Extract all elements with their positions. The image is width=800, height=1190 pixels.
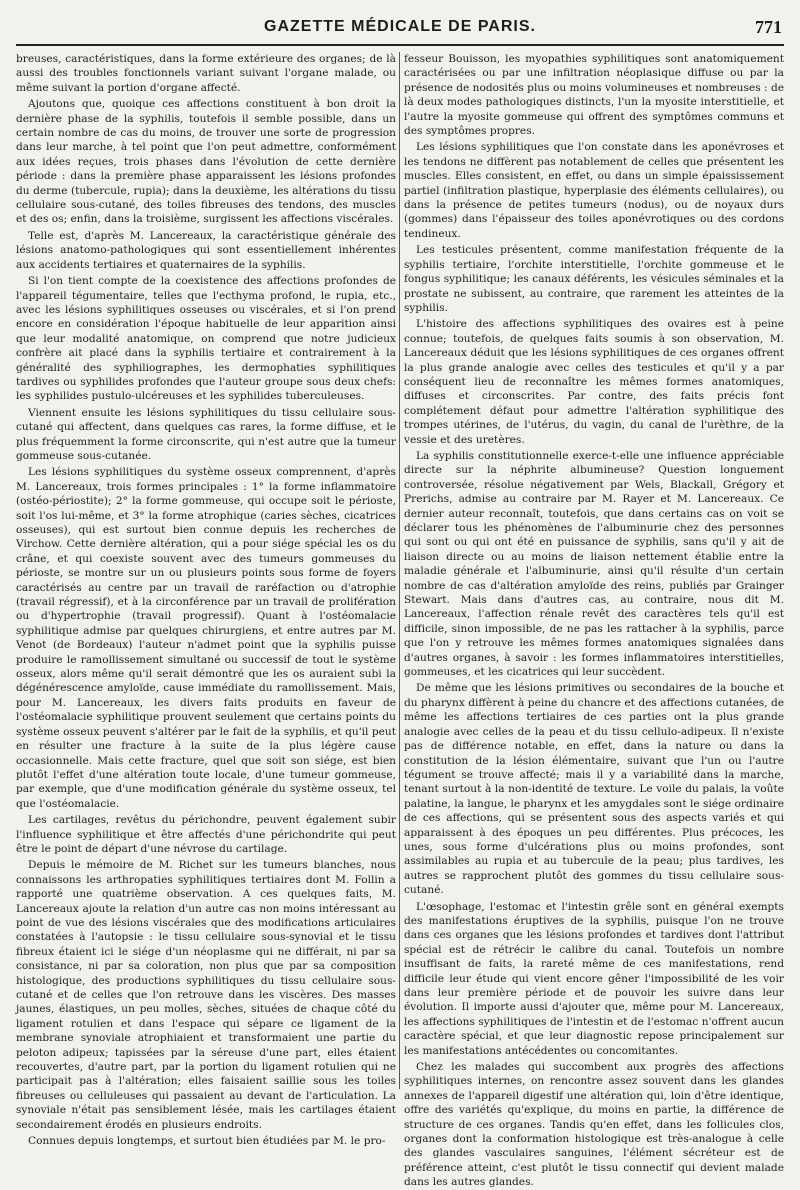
page-header [16,12,784,46]
paragraph: Chez les malades qui succombent aux progrès des affections syphilitiques internes, on rencontre assez souvent dans les glandes annexes de l'appareil digestif une altération qui, loin d'être identique, offre des variétés qu'explique, du moins en partie, la différence de structure de ces organes. Tandis qu'en effet, dans les follicules clos, organes dont la conformation histologique est très-analogue à celle des glandes vasculaires sanguines, l'élément sécréteur est de préférence atteint, c'est plutôt le tissu connectif qui devient malade dans les autres glandes. [404,1061,784,1189]
column-divider [399,52,400,1089]
page-number: 771 [755,17,782,37]
paragraph: L'histoire des affections syphilitiques des ovaires est à peine connue; toutefois, de quelques faits soumis à son observation, M. Lancereaux déduit que les lésions syphilitiques de ces organes offrent la plus grande analogie avec celles des testicules et qu'il y a par conséquent lieu de reconnaître les mêmes formes anatomiques, diffuses et circonscrites. Par contre, des faits précis font complétement défaut pour admettre l'altération syphilitique des trompes utérines, de l'utérus, du vagin, du canal de l'urèthre, de la vessie et des uretères. [404,318,784,446]
paragraph: Telle est, d'après M. Lancereaux, la caractéristique générale des lésions anatomo-pathologiques qui sont essentiellement inhérentes aux accidents tertiaires et quaternaires de la syphilis. [16,229,396,271]
paragraph: L'œsophage, l'estomac et l'intestin grêle sont en général exempts des manifestations éruptives de la syphilis, puisque l'on ne trouve dans ces organes que les lésions profondes et tardives dont l'attribut spécial est de rétrécir le calibre du canal. Toutefois un nombre insuffisant de faits, la rareté même de ces manifestations, rend difficile leur étude qui vient encore gêner l'impossibilité de les voir dans leur première période et de pouvoir les suivre dans leur évolution. Il importe aussi d'ajouter que, même pour M. Lancereaux, les affections syphilitiques de l'intestin et de l'estomac n'offrent aucun caractère spécial, et que leur diagnostic repose principalement sur les manifestations antécédentes ou concomitantes. [404,900,784,1057]
paragraph: Les lésions syphilitiques que l'on constate dans les aponévroses et les tendons ne diffèrent pas notablement de celles que présentent les muscles. Elles consistent, en effet, ou dans un simple épaississement partiel (infiltration plastique, hyperplasie des éléments cellulaires), ou dans la présence de petites tumeurs (nodus), ou de noyaux durs (gommes) dans l'épaisseur des toiles aponévrotiques ou des cordons tendineux. [404,141,784,240]
right-column [404,52,784,1189]
paragraph: Les lésions syphilitiques du système osseux comprennent, d'après M. Lancereaux, trois formes principales : 1° la forme inflammatoire (ostéo-périostite); 2° la forme gommeuse, qui occupe soit le périoste, soit l'os lui-même, et 3° la forme atrophique (caries sèches, cicatrices osseuses), qui est surtout bien connue depuis les recherches de Virchow. Cette dernière altération, qui a pour siége spécial les os du crâne, et qui coexiste souvent avec des tumeurs gommeuses du périoste, se montre sur un ou plusieurs points sous forme de foyers caractérisés au centre par un travail de raréfaction ou d'atrophie (travail régressif), et à la circonférence par un travail de prolifération ou d'hypertrophie (travail progressif). Quant à l'ostéomalacie syphilitique admise par quelques chirurgiens, et entre autres par M. Venot (de Bordeaux) l'auteur n'admet point que la syphilis puisse produire le ramollissement simultané ou successif de tout le système osseux, alors même qu'il serait démontré que les os auraient subi la dégénérescence amyloïde, cause immédiate du ramollissement. Mais, pour M. Lancereaux, les divers faits produits en faveur de l'ostéomalacie syphilitique prouvent seulement que certains points du système osseux peuvent s'altérer par le fait de la syphilis, et qu'il peut en résulter une fracture à la suite de la plus légère cause occasionnelle. Mais cette fracture, quel que soit son siége, est bien plutôt l'effet d'une altération toute locale, d'une tumeur gommeuse, par exemple, que d'une modification générale du système osseux, tel que l'ostéomalacie. [16,466,396,810]
paragraph: Depuis le mémoire de M. Richet sur les tumeurs blanches, nous connaissons les arthropaties syphilitiques tertiaires dont M. Follin a rapporté une quatrième observation. A ces quelques faits, M. Lancereaux ajoute la relation d'un autre cas non moins intéressant au point de vue des lésions viscérales que des modifications articulaires constatées à l'autopsie : le tissu cellulaire sous-synovial et le tissu fibreux étaient ici le siége d'un néoplasme qui ne différait, ni par sa consistance, ni par sa coloration, non plus que par sa composition histologique, des productions syphilitiques du tissu cellulaire sous-cutané et de celles que l'on retrouve dans les viscères. Des masses jaunes, élastiques, un peu molles, sèches, situées de chaque côté du ligament rotulien et dans l'espace qui sépare ce ligament de la membrane synoviale atrophiaient et transformaient une partie du peloton adipeux; tapissées par la séreuse d'une part, elles étaient recouvertes, d'autre part, par la portion du ligament rotulien qui ne participait pas à l'altération; elles faisaient saillie sous les toiles fibreuses ou celluleuses qui passaient au devant de l'articulation. La synoviale n'était pas sensiblement lésée, mais les cartilages étaient secondairement érodés en plusieurs endroits. [16,859,396,1131]
paragraph: Connues depuis longtemps, et surtout bien étudiées par M. le pro- [28,1135,386,1148]
paragraph: La syphilis constitutionnelle exerce-t-elle une influence appréciable directe sur la néphrite albumineuse? Question longuement controversée, résolue négativement par Wels, Blackall, Grégory et Prerichs, admise au contraire par M. Rayer et M. Lancereaux. Ce dernier auteur reconnaît, toutefois, que dans certains cas on voit se déclarer tous les phénomènes de l'albuminurie chez des personnes qui sont ou qui ont été en puissance de syphilis, sans qu'il y ait de liaison directe ou au moins de liaison nettement établie entre la maladie générale et l'albuminurie, ainsi qu'il résulte d'un certain nombre de cas d'altération amyloïde des reins, publiés par Grainger Stewart. Mais dans d'autres cas, au contraire, nous dit M. Lancereaux, l'affection rénale revêt des caractères tels qu'il est difficile, sinon impossible, de ne pas les rattacher à la syphilis, parce que l'on y retrouve les mêmes formes anatomiques signalées dans d'autres organes, à savoir : les formes inflammatoires interstitielles, gommeuses, et les cicatrices qui leur succèdent. [404,449,784,679]
paragraph: De même que les lésions primitives ou secondaires de la bouche et du pharynx diffèrent à peine du chancre et des affections cutanées, de même les affections tertiaires de ces parties ont la plus grande analogie avec celles de la peau et du tissu cellulo-adipeux. Il n'existe pas de différence notable, en effet, dans la nature ou dans la constitution de la lésion élémentaire, suivant que l'un ou l'autre tégument se trouve affecté; mais il y a variabilité dans la marche, tenant surtout à la non-identité de texture. Le voile du palais, la voûte palatine, la langue, le pharynx et les amygdales sont le siége ordinaire de ces affections, qui se présentent sous des aspects variés et qui apparaissent à des époques un peu différentes. Plus précoces, les unes, sous forme d'ulcérations plus ou moins profondes, sont assimilables au rupia et au tubercule de la peau; plus tardives, les autres se rapprochent plutôt des gommes du tissu cellulaire sous-cutané. [404,682,784,897]
left-column [16,52,396,1148]
journal-title: GAZETTE MÉDICALE DE PARIS. [264,18,536,35]
paragraph: breuses, caractéristiques, dans la forme extérieure des organes; de là aussi des troubles fonctionnels variant suivant l'organe malade, ou même suivant la portion d'organe affecté. [16,53,396,94]
paragraph: Si l'on tient compte de la coexistence des affections profondes de l'appareil tégumentaire, telles que l'ecthyma profond, le rupia, etc., avec les lésions syphilitiques osseuses ou viscérales, et si l'on prend encore en considération l'époque habituelle de leur apparition ainsi que leur modalité anatomique, on comprend que notre judicieux confrère ait placé dans la syphilis tertiaire et contrairement à la généralité des syphiliographes, les dermophaties syphilitiques tardives ou syphilides profondes que l'auteur groupe sous deux chefs: les syphilides pustulo-ulcéreuses et les syphilides tuberculeuses. [16,275,396,403]
paragraph: Viennent ensuite les lésions syphilitiques du tissu cellulaire sous-cutané qui affectent, dans quelques cas rares, la forme diffuse, et le plus fréquemment la forme circonscrite, qui n'est autre que la tumeur gommeuse sous-cutanée. [16,406,396,462]
paragraph: Ajoutons que, quoique ces affections constituent à bon droit la dernière phase de la syphilis, toutefois il semble possible, dans un certain nombre de cas du moins, de trouver une sorte de progression dans leur marche, à tel point que l'on peut admettre, conformément aux idées reçues, trois phases dans l'évolution de cette dernière période : dans la première phase apparaissent les lésions profondes du derme (tubercule, rupia); dans la deuxième, les altérations du tissu cellulaire sous-cutané, des toiles fibreuses des tendons, des muscles et des os; enfin, dans la troisième, surgissent les affections viscérales. [16,98,396,226]
paragraph: Les testicules présentent, comme manifestation fréquente de la syphilis tertiaire, l'orchite interstitielle, l'orchite gommeuse et le fongus syphilitique; les canaux déférents, les vésicules séminales et la prostate ne subissent, au contraire, que rarement les atteintes de la syphilis. [404,244,784,314]
paragraph: fesseur Bouisson, les myopathies syphilitiques sont anatomiquement caractérisées ou par une infiltration néoplasique diffuse ou par la présence de nodosités plus ou moins volumineuses et nombreuses : de là deux modes pathologiques distincts, l'un la myosite interstitielle, et l'autre la myosite gommeuse qui offrent des symptômes communs et des symptômes propres. [404,53,784,138]
paragraph: Les cartilages, revêtus du périchondre, peuvent également subir l'influence syphilitique et être affectés d'une périchondrite qui peut être le point de départ d'une névrose du cartilage. [16,814,396,855]
